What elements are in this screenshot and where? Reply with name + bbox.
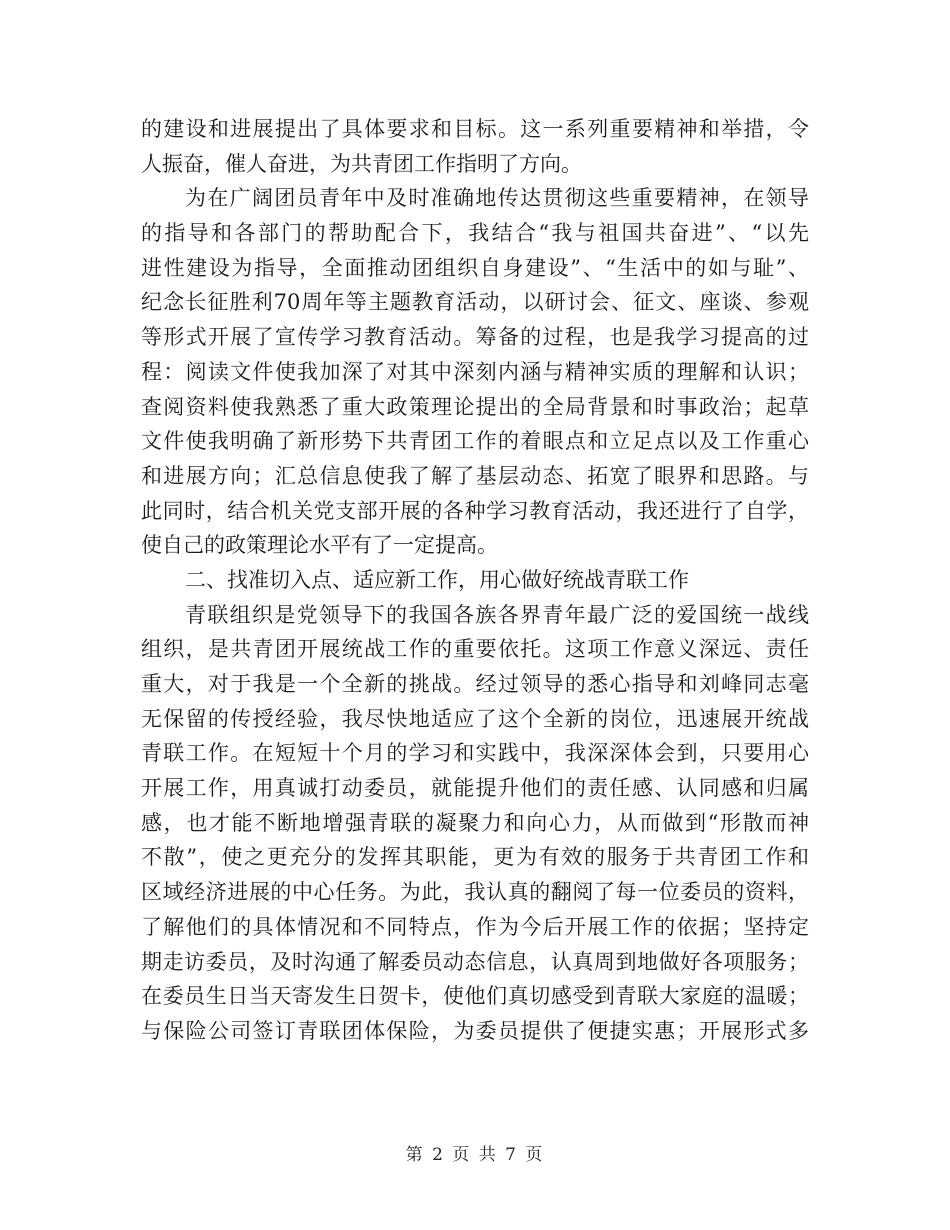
text-line: 纪念长征胜利70周年等主题教育活动，以研讨会、征文、座谈、参观	[141, 290, 809, 315]
text-line: 期走访委员，及时沟通了解委员动态信息，认真周到地做好各项服务；	[141, 949, 809, 974]
text-line: 了解他们的具体情况和不同特点，作为今后开展工作的依据；坚持定	[141, 914, 809, 939]
text-line: 不散”，使之更充分的发挥其职能，更为有效的服务于共青团工作和	[141, 845, 809, 870]
text-line: 等形式开展了宣传学习教育活动。筹备的过程，也是我学习提高的过	[141, 325, 809, 350]
text-line: 查阅资料使我熟悉了重大政策理论提出的全局背景和时事政治；起草	[141, 394, 809, 419]
text-line: 此同时，结合机关党支部开展的各种学习教育活动，我还进行了自学，	[141, 498, 809, 523]
text-line: 组织，是共青团开展统战工作的重要依托。这项工作意义深远、责任	[141, 637, 809, 662]
text-line: 与保险公司签订青联团体保险，为委员提供了便捷实惠；开展形式多	[141, 1018, 809, 1043]
text-line: 使自己的政策理论水平有了一定提高。	[141, 533, 498, 558]
text-line: 人振奋，催人奋进，为共青团工作指明了方向。	[141, 151, 582, 176]
text-line: 二、找准切入点、适应新工作，用心做好统战青联工作	[185, 567, 689, 592]
text-line: 进性建设为指导，全面推动团组织自身建设”、“生活中的如与耻”、	[141, 255, 809, 280]
text-line: 为在广阔团员青年中及时准确地传达贯彻这些重要精神，在领导	[185, 186, 809, 211]
text-line: 文件使我明确了新形势下共青团工作的着眼点和立足点以及工作重心	[141, 429, 809, 454]
text-line: 感，也才能不断地增强青联的凝聚力和向心力，从而做到“形散而神	[141, 810, 809, 835]
text-line: 无保留的传授经验，我尽快地适应了这个全新的岗位，迅速展开统战	[141, 706, 809, 731]
text-line: 程：阅读文件使我加深了对其中深刻内涵与精神实质的理解和认识；	[141, 359, 809, 384]
text-line: 的建设和进展提出了具体要求和目标。这一系列重要精神和举措，令	[141, 117, 809, 141]
document-body	[141, 112, 809, 1049]
text-line: 青联组织是党领导下的我国各族各界青年最广泛的爱国统一战线	[185, 602, 809, 627]
text-line: 青联工作。在短短十个月的学习和实践中，我深深体会到，只要用心	[141, 741, 809, 766]
text-line: 区域经济进展的中心任务。为此，我认真的翻阅了每一位委员的资料，	[141, 880, 809, 905]
text-line: 在委员生日当天寄发生日贺卡，使他们真切感受到青联大家庭的温暖；	[141, 984, 809, 1009]
text-line: 重大，对于我是一个全新的挑战。经过领导的悉心指导和刘峰同志毫	[141, 672, 809, 696]
text-line: 和进展方向；汇总信息使我了解了基层动态、拓宽了眼界和思路。与	[141, 463, 809, 488]
text-line: 的指导和各部门的帮助配合下，我结合“我与祖国共奋进”、“以先	[141, 221, 809, 246]
text-line: 开展工作，用真诚打动委员，就能提升他们的责任感、认同感和归属	[141, 776, 809, 801]
page-number-footer: 第 2 页 共 7 页	[405, 1145, 545, 1165]
